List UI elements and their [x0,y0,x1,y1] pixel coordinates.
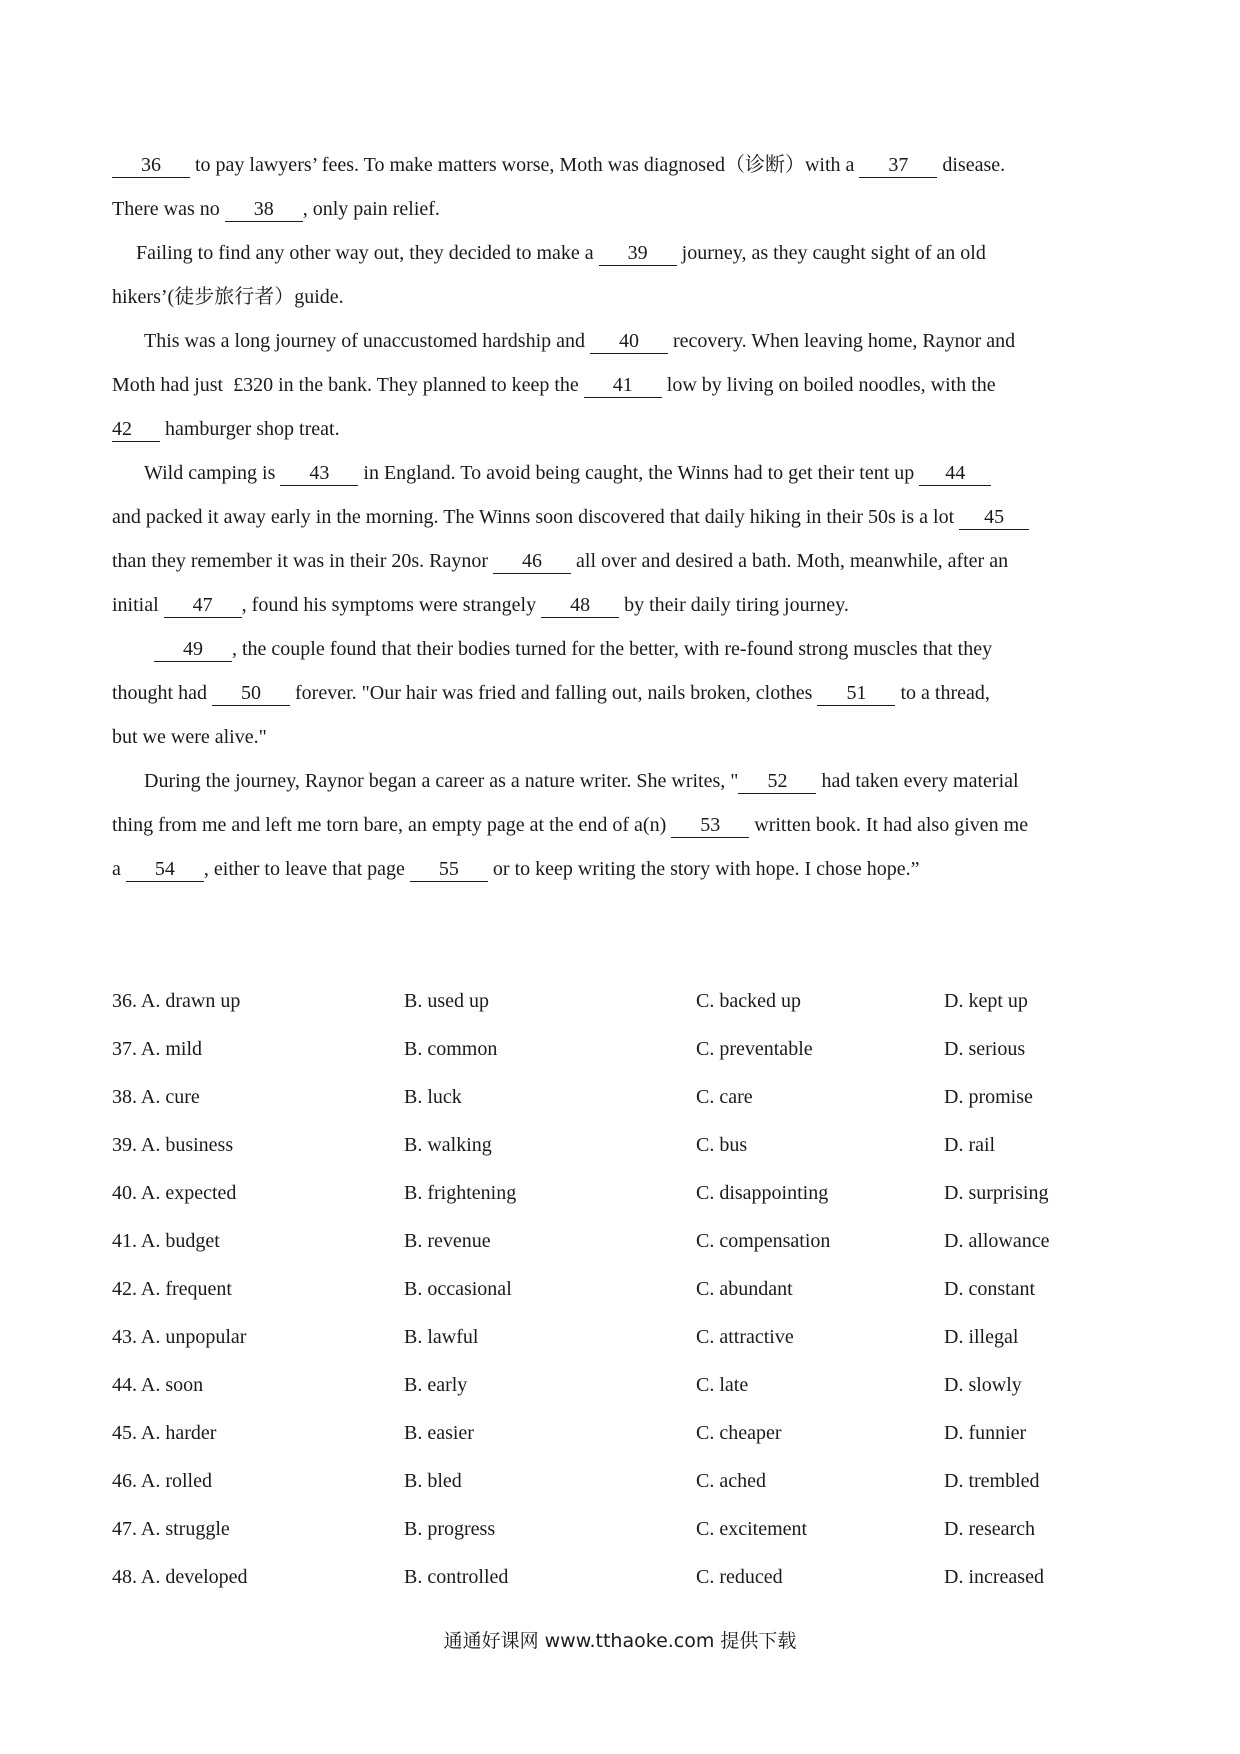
answer-blank[interactable]: 38 [225,197,303,222]
passage-line [112,678,990,708]
option-d[interactable]: D. increased [944,1566,1044,1588]
passage-text: Wild camping is [144,462,281,484]
question-row [112,1178,1132,1208]
passage-line [136,238,986,268]
answer-blank[interactable]: 55 [410,857,488,882]
option-a[interactable]: 43. A. unpopular [112,1326,247,1348]
question-row [112,1082,1132,1112]
option-c[interactable]: C. cheaper [696,1422,782,1444]
passage-line [112,502,1029,532]
passage-text: recovery. When leaving home, Raynor and [668,330,1016,352]
option-b[interactable]: B. luck [404,1086,462,1108]
option-a[interactable]: 45. A. harder [112,1422,217,1444]
answer-blank[interactable]: 39 [599,241,677,266]
passage-text: There was no [112,198,225,220]
question-row [112,1562,1132,1592]
option-a[interactable]: 42. A. frequent [112,1278,232,1300]
option-b[interactable]: B. common [404,1038,498,1060]
answer-blank[interactable]: 54 [126,857,204,882]
answer-blank[interactable]: 46 [493,549,571,574]
passage-text: initial [112,594,164,616]
passage-line [112,854,919,884]
option-c[interactable]: C. attractive [696,1326,794,1348]
option-b[interactable]: B. lawful [404,1326,479,1348]
option-c[interactable]: C. care [696,1086,753,1108]
option-c[interactable]: C. bus [696,1134,748,1156]
option-a[interactable]: 41. A. budget [112,1230,220,1252]
passage-text: a [112,858,126,880]
option-b[interactable]: B. controlled [404,1566,509,1588]
passage-text: by their daily tiring journey. [619,594,849,616]
question-row [112,1130,1132,1160]
answer-blank[interactable]: 43 [280,461,358,486]
answer-blank[interactable]: 49 [154,637,232,662]
answer-blank[interactable]: 42 [112,417,160,442]
passage-line [112,370,996,400]
option-a[interactable]: 48. A. developed [112,1566,248,1588]
passage-text: hikers’(徒步旅行者）guide. [112,286,344,308]
footer-source: 通通好课网 www.tthaoke.com 提供下载 [443,1630,797,1652]
option-d[interactable]: D. serious [944,1038,1026,1060]
question-row [112,1226,1132,1256]
option-c[interactable]: C. disappointing [696,1182,829,1204]
option-a[interactable]: 40. A. expected [112,1182,237,1204]
option-d[interactable]: D. allowance [944,1230,1050,1252]
option-a[interactable]: 39. A. business [112,1134,234,1156]
question-row [112,1418,1132,1448]
option-d[interactable]: D. funnier [944,1422,1027,1444]
option-a[interactable]: 47. A. struggle [112,1518,230,1540]
passage-line [112,546,1008,576]
answer-blank[interactable]: 47 [164,593,242,618]
option-a[interactable]: 44. A. soon [112,1374,204,1396]
option-b[interactable]: B. frightening [404,1182,517,1204]
question-row [112,1322,1132,1352]
option-d[interactable]: D. promise [944,1086,1033,1108]
passage-line [154,634,992,664]
passage-text: Failing to find any other way out, they decided to make a [136,242,599,264]
question-row [112,986,1132,1016]
option-a[interactable]: 38. A. cure [112,1086,200,1108]
option-b[interactable]: B. revenue [404,1230,491,1252]
answer-blank[interactable]: 36 [112,153,190,178]
passage-text: forever. "Our hair was fried and falling out, nails broken, clothes [290,682,818,704]
option-c[interactable]: C. excitement [696,1518,808,1540]
option-d[interactable]: D. trembled [944,1470,1040,1492]
passage-line [112,282,344,312]
passage-text: to a thread, [895,682,990,704]
answer-blank[interactable]: 51 [817,681,895,706]
passage-text: disease. [937,154,1006,176]
passage-text: journey, as they caught sight of an old [676,242,986,264]
option-c[interactable]: C. abundant [696,1278,793,1300]
passage-text: but we were alive." [112,726,267,748]
option-b[interactable]: B. walking [404,1134,492,1156]
passage-line [144,326,1015,356]
passage-text: Moth had just £320 in the bank. They planned to keep the [112,374,584,396]
option-c[interactable]: C. ached [696,1470,766,1492]
passage-text: , either to leave that page [203,858,410,880]
answer-blank[interactable]: 41 [584,373,662,398]
passage-text: all over and desired a bath. Moth, meanwhile, after an [571,550,1009,572]
option-b[interactable]: B. occasional [404,1278,512,1300]
passage-text: hamburger shop treat. [160,418,340,440]
option-c[interactable]: C. reduced [696,1566,783,1588]
option-a[interactable]: 37. A. mild [112,1038,203,1060]
option-d[interactable]: D. slowly [944,1374,1022,1396]
option-d[interactable]: D. illegal [944,1326,1019,1348]
option-a[interactable]: 46. A. rolled [112,1470,212,1492]
passage-text: , the couple found that their bodies turned for the better, with re-found strong muscles that they [232,638,993,660]
option-d[interactable]: D. kept up [944,990,1028,1012]
question-row [112,1466,1132,1496]
option-d[interactable]: D. research [944,1518,1036,1540]
passage-text: During the journey, Raynor began a career as a nature writer. She writes, " [144,770,739,792]
option-b[interactable]: B. bled [404,1470,462,1492]
passage-line [144,766,1019,796]
passage-line [144,458,991,488]
answer-blank[interactable]: 48 [541,593,619,618]
question-row [112,1034,1132,1064]
passage-line [112,414,340,444]
passage-text: had taken every material [816,770,1019,792]
passage-text: than they remember it was in their 20s. Raynor [112,550,494,572]
passage-text: and packed it away early in the morning. The Winns soon discovered that daily hiking in their 50s is a lot [112,506,960,528]
passage-text: low by living on boiled noodles, with the [661,374,996,396]
answer-blank[interactable]: 45 [959,505,1029,530]
passage-text: , only pain relief. [302,198,440,220]
option-b[interactable]: B. easier [404,1422,474,1444]
answer-blank[interactable]: 50 [212,681,290,706]
answer-blank[interactable]: 37 [859,153,937,178]
option-c[interactable]: C. backed up [696,990,801,1012]
passage-text: or to keep writing the story with hope. I chose hope.” [487,858,920,880]
option-a[interactable]: 36. A. drawn up [112,990,241,1012]
passage-line [112,590,849,620]
option-d[interactable]: D. surprising [944,1182,1049,1204]
answer-blank[interactable]: 53 [671,813,749,838]
option-d[interactable]: D. constant [944,1278,1036,1300]
option-c[interactable]: C. preventable [696,1038,813,1060]
passage-text: , found his symptoms were strangely [241,594,542,616]
passage-line [112,810,1028,840]
passage-text: thought had [112,682,212,704]
passage-line [112,722,267,752]
passage-text: thing from me and left me torn bare, an empty page at the end of a(n) [112,814,672,836]
passage-line [112,150,1005,180]
question-row [112,1370,1132,1400]
answer-blank[interactable]: 40 [590,329,668,354]
option-b[interactable]: B. used up [404,990,489,1012]
passage-text: written book. It had also given me [749,814,1029,836]
answer-blank[interactable]: 52 [738,769,816,794]
passage-text: This was a long journey of unaccustomed hardship and [144,330,591,352]
question-row [112,1514,1132,1544]
option-b[interactable]: B. early [404,1374,468,1396]
passage-text: to pay lawyers’ fees. To make matters worse, Moth was diagnosed（诊断）with a [190,154,860,176]
option-d[interactable]: D. rail [944,1134,996,1156]
option-c[interactable]: C. compensation [696,1230,831,1252]
option-b[interactable]: B. progress [404,1518,496,1540]
passage-text: in England. To avoid being caught, the Winns had to get their tent up [358,462,920,484]
question-row [112,1274,1132,1304]
passage-line [112,194,440,224]
option-c[interactable]: C. late [696,1374,749,1396]
answer-blank[interactable]: 44 [919,461,991,486]
